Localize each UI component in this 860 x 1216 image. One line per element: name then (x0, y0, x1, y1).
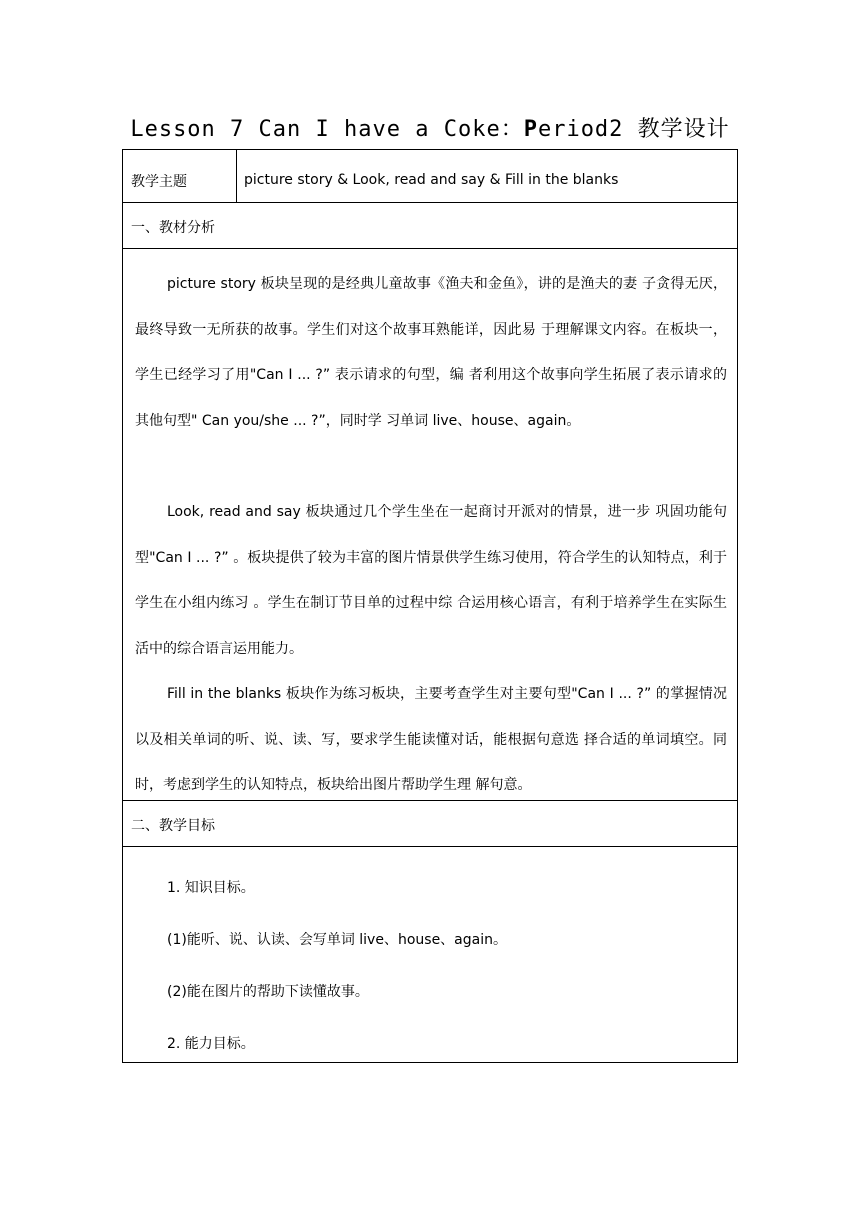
lesson-plan-table (122, 149, 738, 1063)
title-bold-letter: P (523, 117, 538, 142)
title-prefix: Lesson 7 Can I have a Coke： (130, 117, 524, 142)
topic-row (123, 150, 737, 203)
objective-item-3: (2)能在图片的帮助下读懂故事。 (167, 984, 369, 1000)
document-title (0, 112, 860, 143)
objective-item-2: (1)能听、说、认读、会写单词 live、house、again。 (167, 932, 507, 948)
analysis-body-row (123, 249, 737, 801)
topic-value: picture story & Look, read and say & Fill in the blanks (244, 172, 619, 188)
analysis-paragraph-3: Fill in the blanks 板块作为练习板块，主要考查学生对主要句型"Can I ... ?” 的掌握情况以及相关单词的听、说、读、写，要求学生能读懂对话，能根据句意选 择合适的单词填空。同时，考虑到学生的认知特点，板块给出图片帮助学生理 解句意。 (135, 686, 727, 794)
topic-column-divider (236, 150, 237, 202)
topic-label: 教学主题 (131, 174, 187, 190)
title-suffix: eriod2 教学设计 (537, 117, 730, 142)
objectives-body-row (123, 847, 737, 1062)
objectives-heading: 二、教学目标 (131, 818, 215, 834)
analysis-heading-row (123, 203, 737, 249)
objectives-heading-row (123, 801, 737, 847)
analysis-paragraph-2: Look, read and say 板块通过几个学生坐在一起商讨开派对的情景，进一步 巩固功能句型"Can I ... ?” 。板块提供了较为丰富的图片情景供学生练习使用，符合学生的认知特点，利于学生在小组内练习 。学生在制订节目单的过程中综 合运用核心语言，有利于培养学生在实际生活中的综合语言运用能力。 (135, 504, 727, 657)
objective-item-1: 1. 知识目标。 (167, 880, 255, 896)
analysis-heading: 一、教材分析 (131, 220, 215, 236)
analysis-paragraph-1: picture story 板块呈现的是经典儿童故事《渔夫和金鱼》，讲的是渔夫的妻 子贪得无厌，最终导致一无所获的故事。学生们对这个故事耳熟能详，因此易 于理解课文内容。在板块一，学生已经学习了用"Can I ... ?” 表示请求的句型，编 者利用这个故事向学生拓展了表示请求的其他句型" Can you/she ... ?”，同时学 习单词 live、house、again。 (135, 276, 727, 429)
objective-item-4: 2. 能力目标。 (167, 1036, 255, 1052)
